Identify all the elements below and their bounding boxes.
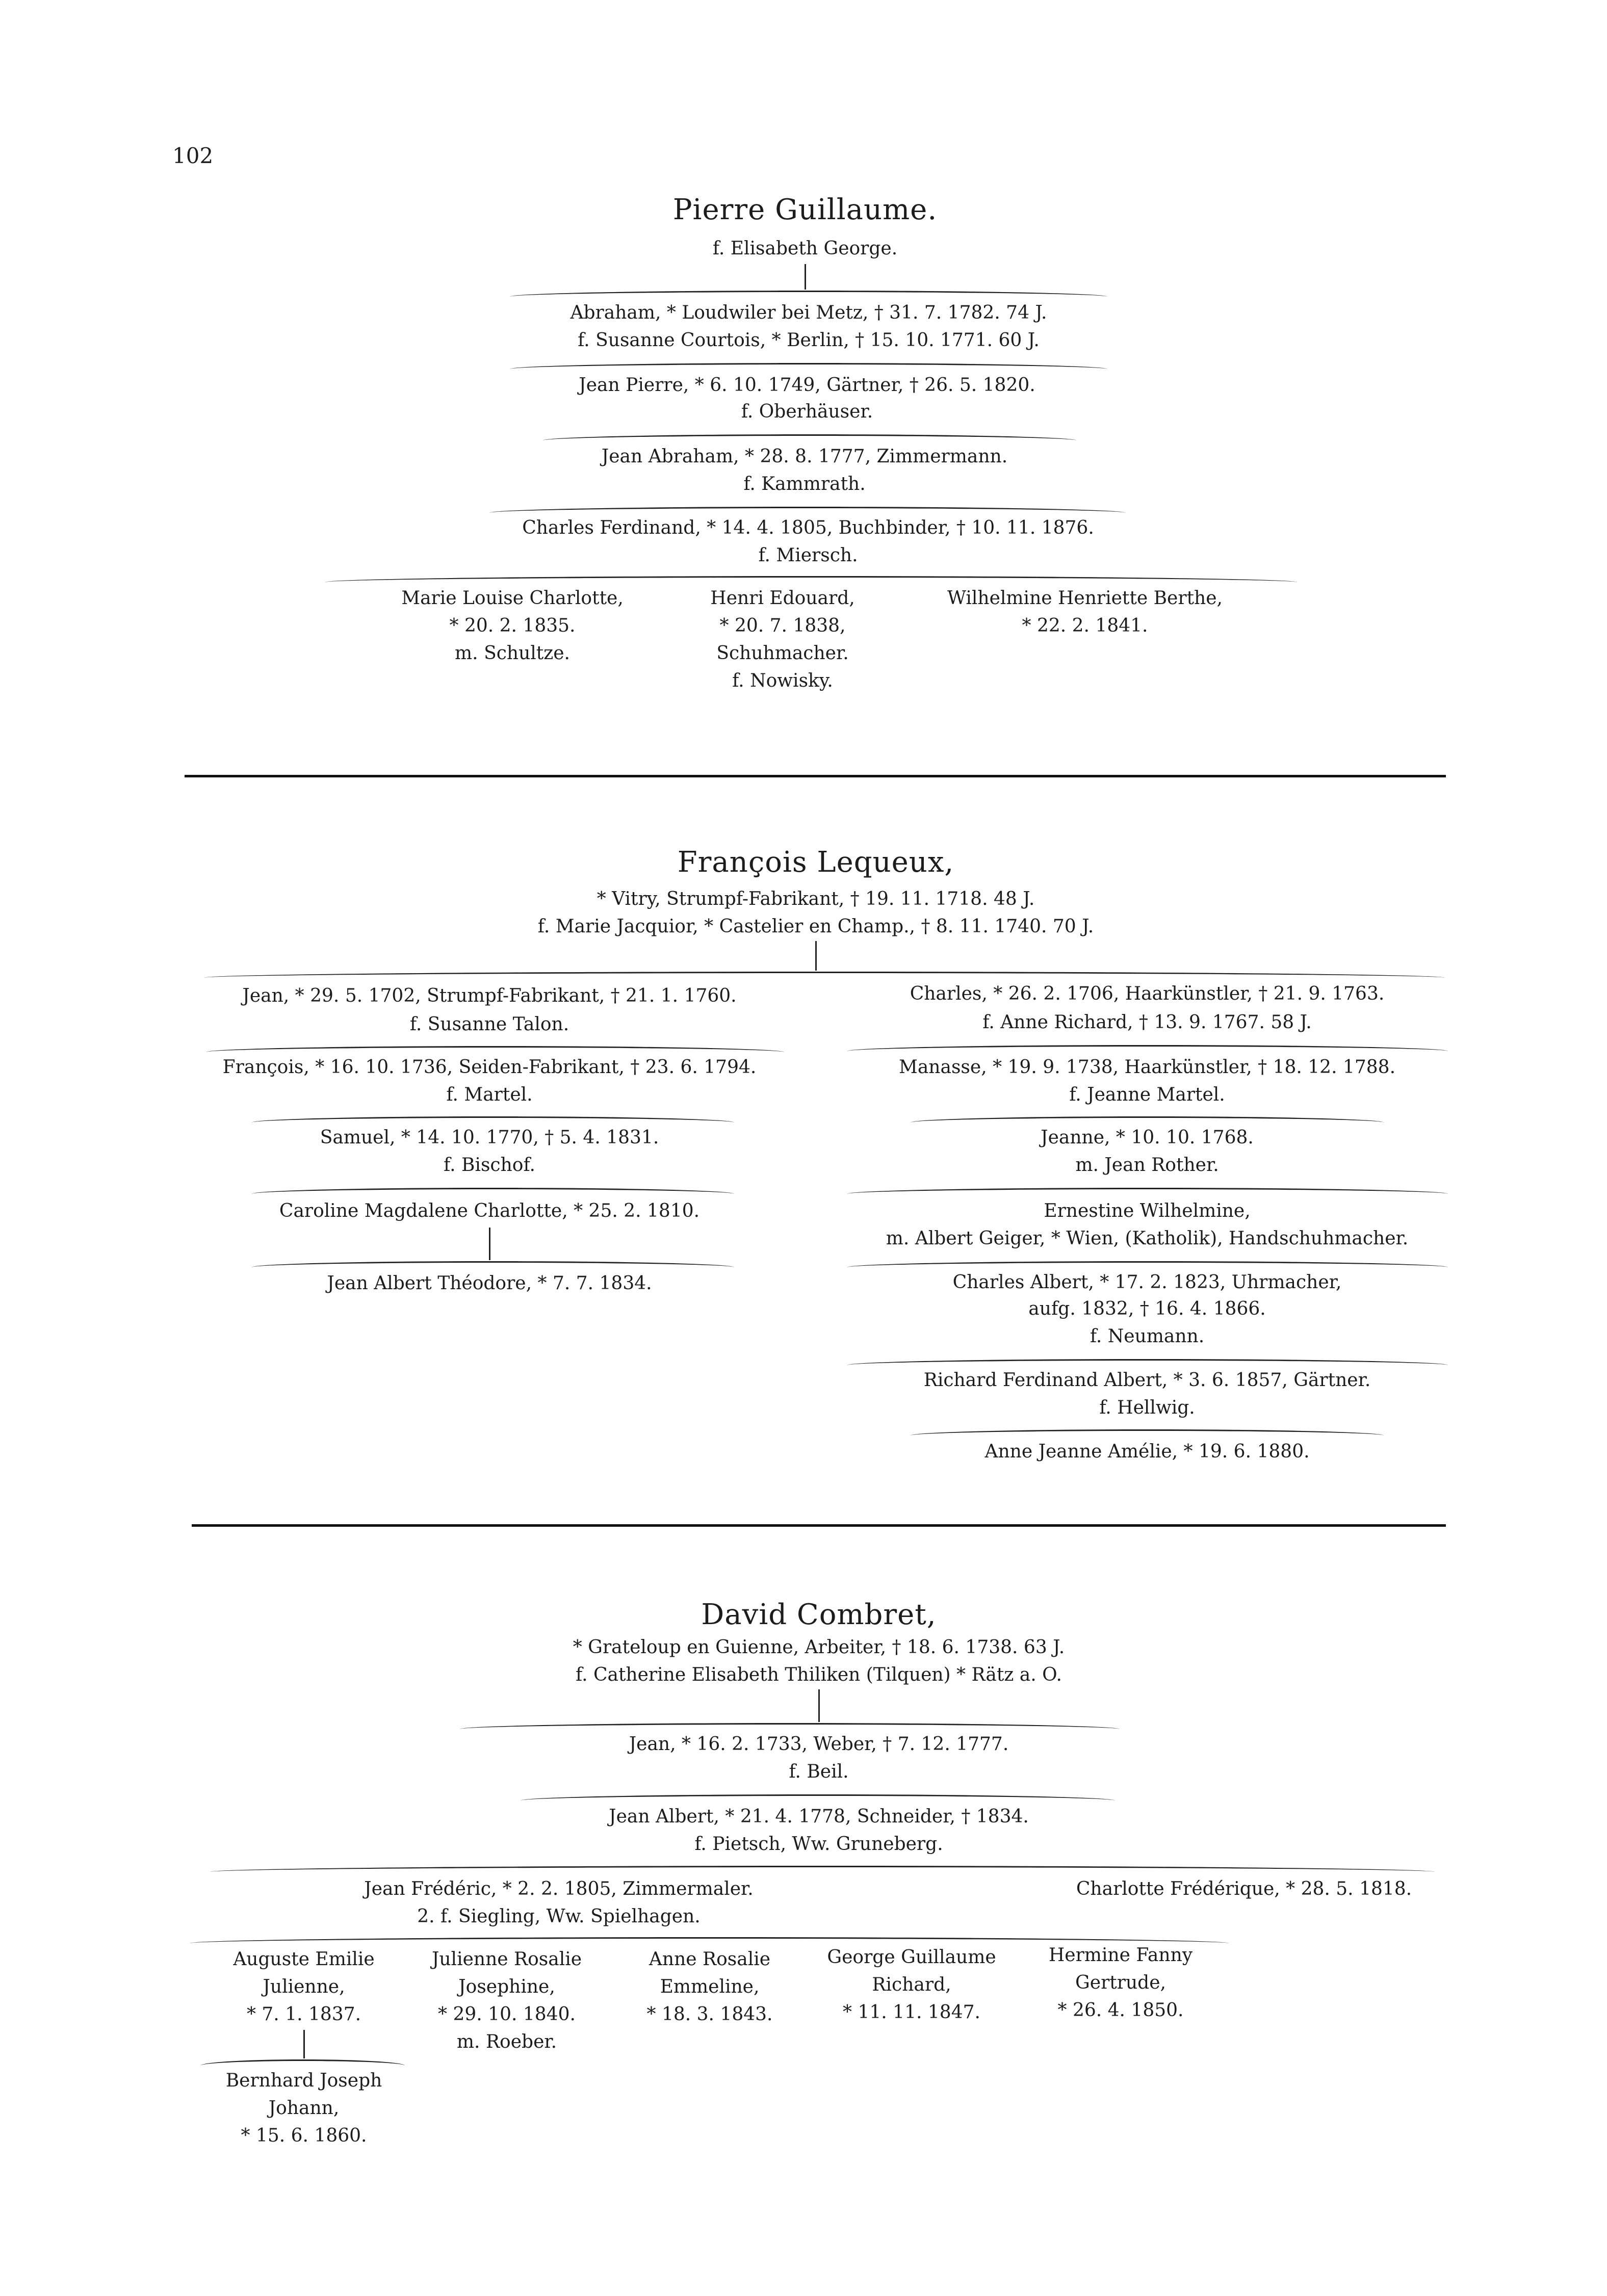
child-name-cont: Julienne, bbox=[263, 1976, 345, 1997]
child-auguste-emilie: Auguste Emilie bbox=[233, 1949, 375, 1970]
generation-bracket bbox=[252, 1188, 734, 1194]
child-birth: * 7. 1. 1837. bbox=[246, 2004, 361, 2025]
child-birth: * 26. 4. 1850. bbox=[1057, 2000, 1184, 2021]
descent-line bbox=[805, 264, 806, 290]
branch-bracket bbox=[210, 1866, 1435, 1872]
spouse-oberhaeuser: f. Oberhäuser. bbox=[741, 401, 873, 422]
descent-line bbox=[489, 1228, 490, 1260]
spouse-bischof: f. Bischof. bbox=[444, 1155, 535, 1176]
person-jean-abraham: Jean Abraham, * 28. 8. 1777, Zimmermann. bbox=[601, 446, 1008, 467]
spouse-beil: f. Beil. bbox=[789, 1761, 849, 1782]
child-name-cont: Richard, bbox=[872, 1974, 951, 1995]
generation-bracket bbox=[510, 363, 1107, 369]
child-name-cont: Emmeline, bbox=[660, 1976, 760, 1997]
child-birth: * 20. 2. 1835. bbox=[449, 615, 576, 636]
child-birth: * 20. 7. 1838, bbox=[719, 615, 846, 636]
generation-bracket bbox=[201, 2059, 405, 2066]
child-wilhelmine: Wilhelmine Henriette Berthe, bbox=[947, 588, 1223, 609]
spouse-siegling: 2. f. Siegling, Ww. Spielhagen. bbox=[417, 1906, 701, 1927]
person-samuel: Samuel, * 14. 10. 1770, † 5. 4. 1831. bbox=[320, 1127, 659, 1148]
generation-bracket bbox=[489, 507, 1125, 513]
person-anne-jeanne-amelie: Anne Jeanne Amélie, * 19. 6. 1880. bbox=[984, 1441, 1310, 1462]
child-birth: * 18. 3. 1843. bbox=[646, 2004, 773, 2025]
children-bracket bbox=[190, 1937, 1229, 1943]
person-richard-ferdinand: Richard Ferdinand Albert, * 3. 6. 1857, Gärtner. bbox=[923, 1370, 1371, 1391]
grandchild-birth: * 15. 6. 1860. bbox=[241, 2125, 367, 2146]
child-name-cont: Josephine, bbox=[458, 1976, 555, 1997]
person-jean-combret: Jean, * 16. 2. 1733, Weber, † 7. 12. 1777. bbox=[629, 1734, 1009, 1755]
person-jeanne: Jeanne, * 10. 10. 1768. bbox=[1041, 1127, 1254, 1148]
child-spouse: m. Roeber. bbox=[456, 2031, 557, 2052]
generation-bracket bbox=[847, 1188, 1448, 1194]
spouse-neumann: f. Neumann. bbox=[1090, 1326, 1205, 1347]
child-george-guillaume: George Guillaume bbox=[827, 1947, 996, 1968]
person-francois: François, * 16. 10. 1736, Seiden-Fabrikant, † 23. 6. 1794. bbox=[222, 1057, 757, 1078]
spouse-miersch: f. Miersch. bbox=[758, 545, 858, 566]
person-abraham: Abraham, * Loudwiler bei Metz, † 31. 7. 1782. 74 J. bbox=[570, 302, 1047, 323]
spouse-jean-rother: m. Jean Rother. bbox=[1075, 1155, 1219, 1176]
generation-bracket bbox=[911, 1116, 1384, 1123]
head-details: * Grateloup en Guienne, Arbeiter, † 18. 6. 1738. 63 J. bbox=[573, 1637, 1065, 1658]
person-manasse: Manasse, * 19. 9. 1738, Haarkünstler, † 18. 12. 1788. bbox=[898, 1057, 1396, 1078]
generation-bracket bbox=[460, 1723, 1120, 1729]
person-charles-albert: Charles Albert, * 17. 2. 1823, Uhrmacher, bbox=[952, 1272, 1342, 1293]
branch-bracket bbox=[204, 972, 1445, 978]
spouse-hellwig: f. Hellwig. bbox=[1099, 1397, 1195, 1418]
children-bracket bbox=[325, 576, 1297, 582]
generation-bracket bbox=[510, 291, 1107, 297]
person-jean-pierre: Jean Pierre, * 6. 10. 1749, Gärtner, † 26. 5. 1820. bbox=[579, 375, 1035, 396]
spouse-albert-geiger: m. Albert Geiger, * Wien, (Katholik), Handschuhmacher. bbox=[886, 1228, 1409, 1249]
child-hermine-fanny: Hermine Fanny bbox=[1048, 1945, 1193, 1966]
spouse-anne-richard: f. Anne Richard, † 13. 9. 1767. 58 J. bbox=[982, 1012, 1312, 1033]
child-marie-louise: Marie Louise Charlotte, bbox=[401, 588, 624, 609]
person-charlotte-frederique: Charlotte Frédérique, * 28. 5. 1818. bbox=[1076, 1878, 1412, 1899]
person-jean-albert-theodore: Jean Albert Théodore, * 7. 7. 1834. bbox=[327, 1273, 652, 1294]
child-name-cont: Gertrude, bbox=[1075, 1972, 1166, 1993]
person-detail: aufg. 1832, † 16. 4. 1866. bbox=[1028, 1298, 1266, 1319]
child-spouse: f. Nowisky. bbox=[732, 670, 833, 691]
child-anne-rosalie: Anne Rosalie bbox=[649, 1949, 771, 1970]
family-head-combret: David Combret, bbox=[701, 1598, 937, 1631]
descent-line bbox=[815, 941, 817, 971]
child-spouse: m. Schultze. bbox=[455, 643, 570, 664]
spouse-susanne-courtois: f. Susanne Courtois, * Berlin, † 15. 10. 1771. 60 J. bbox=[578, 330, 1040, 351]
person-caroline: Caroline Magdalene Charlotte, * 25. 2. 1810. bbox=[279, 1201, 700, 1221]
spouse-martel: f. Martel. bbox=[446, 1084, 533, 1105]
grandchild-name-cont: Johann, bbox=[268, 2098, 340, 2119]
child-birth: * 29. 10. 1840. bbox=[438, 2004, 576, 2025]
child-henri-edouard: Henri Edouard, bbox=[710, 588, 855, 609]
generation-bracket bbox=[847, 1359, 1448, 1365]
generation-bracket bbox=[847, 1261, 1448, 1267]
spouse-pietsch: f. Pietsch, Ww. Gruneberg. bbox=[694, 1834, 943, 1855]
person-jean-albert-combret: Jean Albert, * 21. 4. 1778, Schneider, † 1834. bbox=[609, 1806, 1029, 1827]
child-birth: * 22. 2. 1841. bbox=[1022, 615, 1148, 636]
child-occupation: Schuhmacher. bbox=[716, 643, 849, 664]
spouse-kammrath: f. Kammrath. bbox=[743, 474, 866, 494]
person-jean-lequeux: Jean, * 29. 5. 1702, Strumpf-Fabrikant, † 21. 1. 1760. bbox=[242, 985, 737, 1006]
generation-bracket bbox=[252, 1261, 734, 1267]
descent-line bbox=[303, 2030, 305, 2058]
generation-bracket bbox=[521, 1794, 1114, 1801]
generation-bracket bbox=[847, 1045, 1448, 1051]
grandchild-bernhard-joseph: Bernhard Joseph bbox=[225, 2070, 382, 2091]
child-birth: * 11. 11. 1847. bbox=[843, 2002, 980, 2023]
spouse-susanne-talon: f. Susanne Talon. bbox=[409, 1014, 569, 1035]
person-jean-frederic: Jean Frédéric, * 2. 2. 1805, Zimmermaler. bbox=[364, 1878, 754, 1899]
head-details: * Vitry, Strumpf-Fabrikant, † 19. 11. 1718. 48 J. bbox=[597, 889, 1035, 909]
head-spouse: f. Catherine Elisabeth Thiliken (Tilquen) * Rätz a. O. bbox=[576, 1664, 1062, 1685]
generation-bracket bbox=[543, 434, 1076, 440]
person-charles-lequeux: Charles, * 26. 2. 1706, Haarkünstler, † 21. 9. 1763. bbox=[910, 983, 1385, 1004]
spouse-jeanne-martel: f. Jeanne Martel. bbox=[1069, 1084, 1225, 1105]
section-divider bbox=[192, 1524, 1446, 1527]
generation-bracket bbox=[911, 1429, 1384, 1436]
descent-line bbox=[818, 1689, 820, 1722]
head-spouse: f. Marie Jacquior, * Castelier en Champ., † 8. 11. 1740. 70 J. bbox=[537, 916, 1094, 937]
section-divider bbox=[185, 775, 1446, 777]
person-charles-ferdinand: Charles Ferdinand, * 14. 4. 1805, Buchbinder, † 10. 11. 1876. bbox=[522, 517, 1094, 538]
family-head-guillaume: Pierre Guillaume. bbox=[672, 193, 938, 226]
page-number: 102 bbox=[172, 143, 214, 168]
child-julienne-rosalie: Julienne Rosalie bbox=[431, 1949, 582, 1970]
generation-bracket bbox=[206, 1046, 784, 1052]
generation-bracket bbox=[252, 1116, 734, 1123]
family-head-lequeux: François Lequeux, bbox=[677, 846, 954, 879]
spouse-line: f. Elisabeth George. bbox=[712, 238, 898, 259]
person-ernestine: Ernestine Wilhelmine, bbox=[1044, 1201, 1251, 1221]
